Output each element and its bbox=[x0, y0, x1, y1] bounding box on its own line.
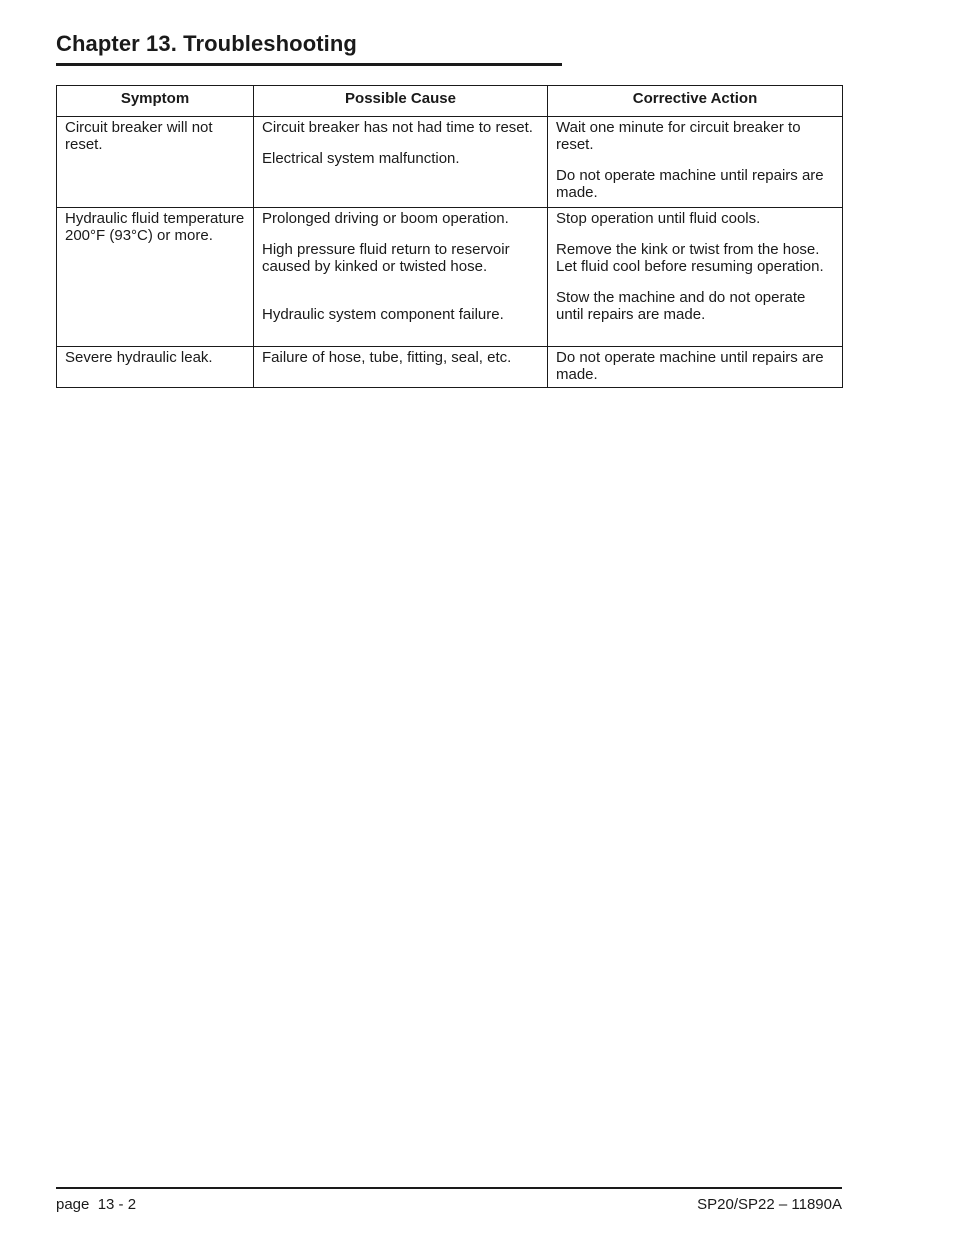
table-row bbox=[57, 117, 843, 208]
action-text: Do not operate machine until repairs are made. bbox=[556, 349, 824, 383]
symptom-text: Severe hydraulic leak. bbox=[65, 349, 213, 366]
chapter-title: Chapter 13. Troubleshooting bbox=[56, 31, 357, 56]
title-rule bbox=[56, 63, 562, 66]
table-row bbox=[57, 208, 843, 347]
table-header-row bbox=[57, 86, 843, 117]
action-text: Wait one minute for circuit breaker to reset. bbox=[556, 119, 801, 153]
cause-cell bbox=[254, 347, 548, 388]
action-cell bbox=[548, 347, 843, 388]
column-header-corrective-action: Corrective Action bbox=[548, 86, 843, 117]
symptom-text: Hydraulic fluid temperature 200°F (93°C) or more. bbox=[65, 210, 245, 244]
action-cell bbox=[548, 117, 843, 208]
action-text: Remove the kink or twist from the hose. Let fluid cool before resuming operation. bbox=[556, 241, 824, 275]
cause-text: Electrical system malfunction. bbox=[262, 150, 460, 167]
action-cell bbox=[548, 208, 843, 347]
cause-text: Circuit breaker has not had time to reset. bbox=[262, 119, 533, 136]
symptom-text: Circuit breaker will not reset. bbox=[65, 119, 213, 153]
action-text: Stop operation until fluid cools. bbox=[556, 210, 761, 227]
symptom-cell bbox=[57, 117, 254, 208]
troubleshooting-table bbox=[56, 85, 843, 388]
page-number: page 13 - 2 bbox=[56, 1196, 137, 1213]
symptom-cell bbox=[57, 208, 254, 347]
action-text: Do not operate machine until repairs are made. bbox=[556, 167, 824, 201]
footer-rule bbox=[56, 1187, 842, 1189]
cause-text: Prolonged driving or boom operation. bbox=[262, 210, 509, 227]
cause-cell bbox=[254, 117, 548, 208]
action-text: Stow the machine and do not operate until repairs are made. bbox=[556, 289, 806, 323]
column-header-symptom: Symptom bbox=[57, 86, 254, 117]
column-header-possible-cause: Possible Cause bbox=[254, 86, 548, 117]
cause-text: Failure of hose, tube, fitting, seal, etc. bbox=[262, 349, 512, 366]
table-row bbox=[57, 347, 843, 388]
cause-text: High pressure fluid return to reservoir caused by kinked or twisted hose. bbox=[262, 241, 510, 275]
symptom-cell bbox=[57, 347, 254, 388]
document-id: SP20/SP22 – 11890A bbox=[697, 1196, 842, 1213]
cause-text: Hydraulic system component failure. bbox=[262, 306, 504, 323]
cause-cell bbox=[254, 208, 548, 347]
